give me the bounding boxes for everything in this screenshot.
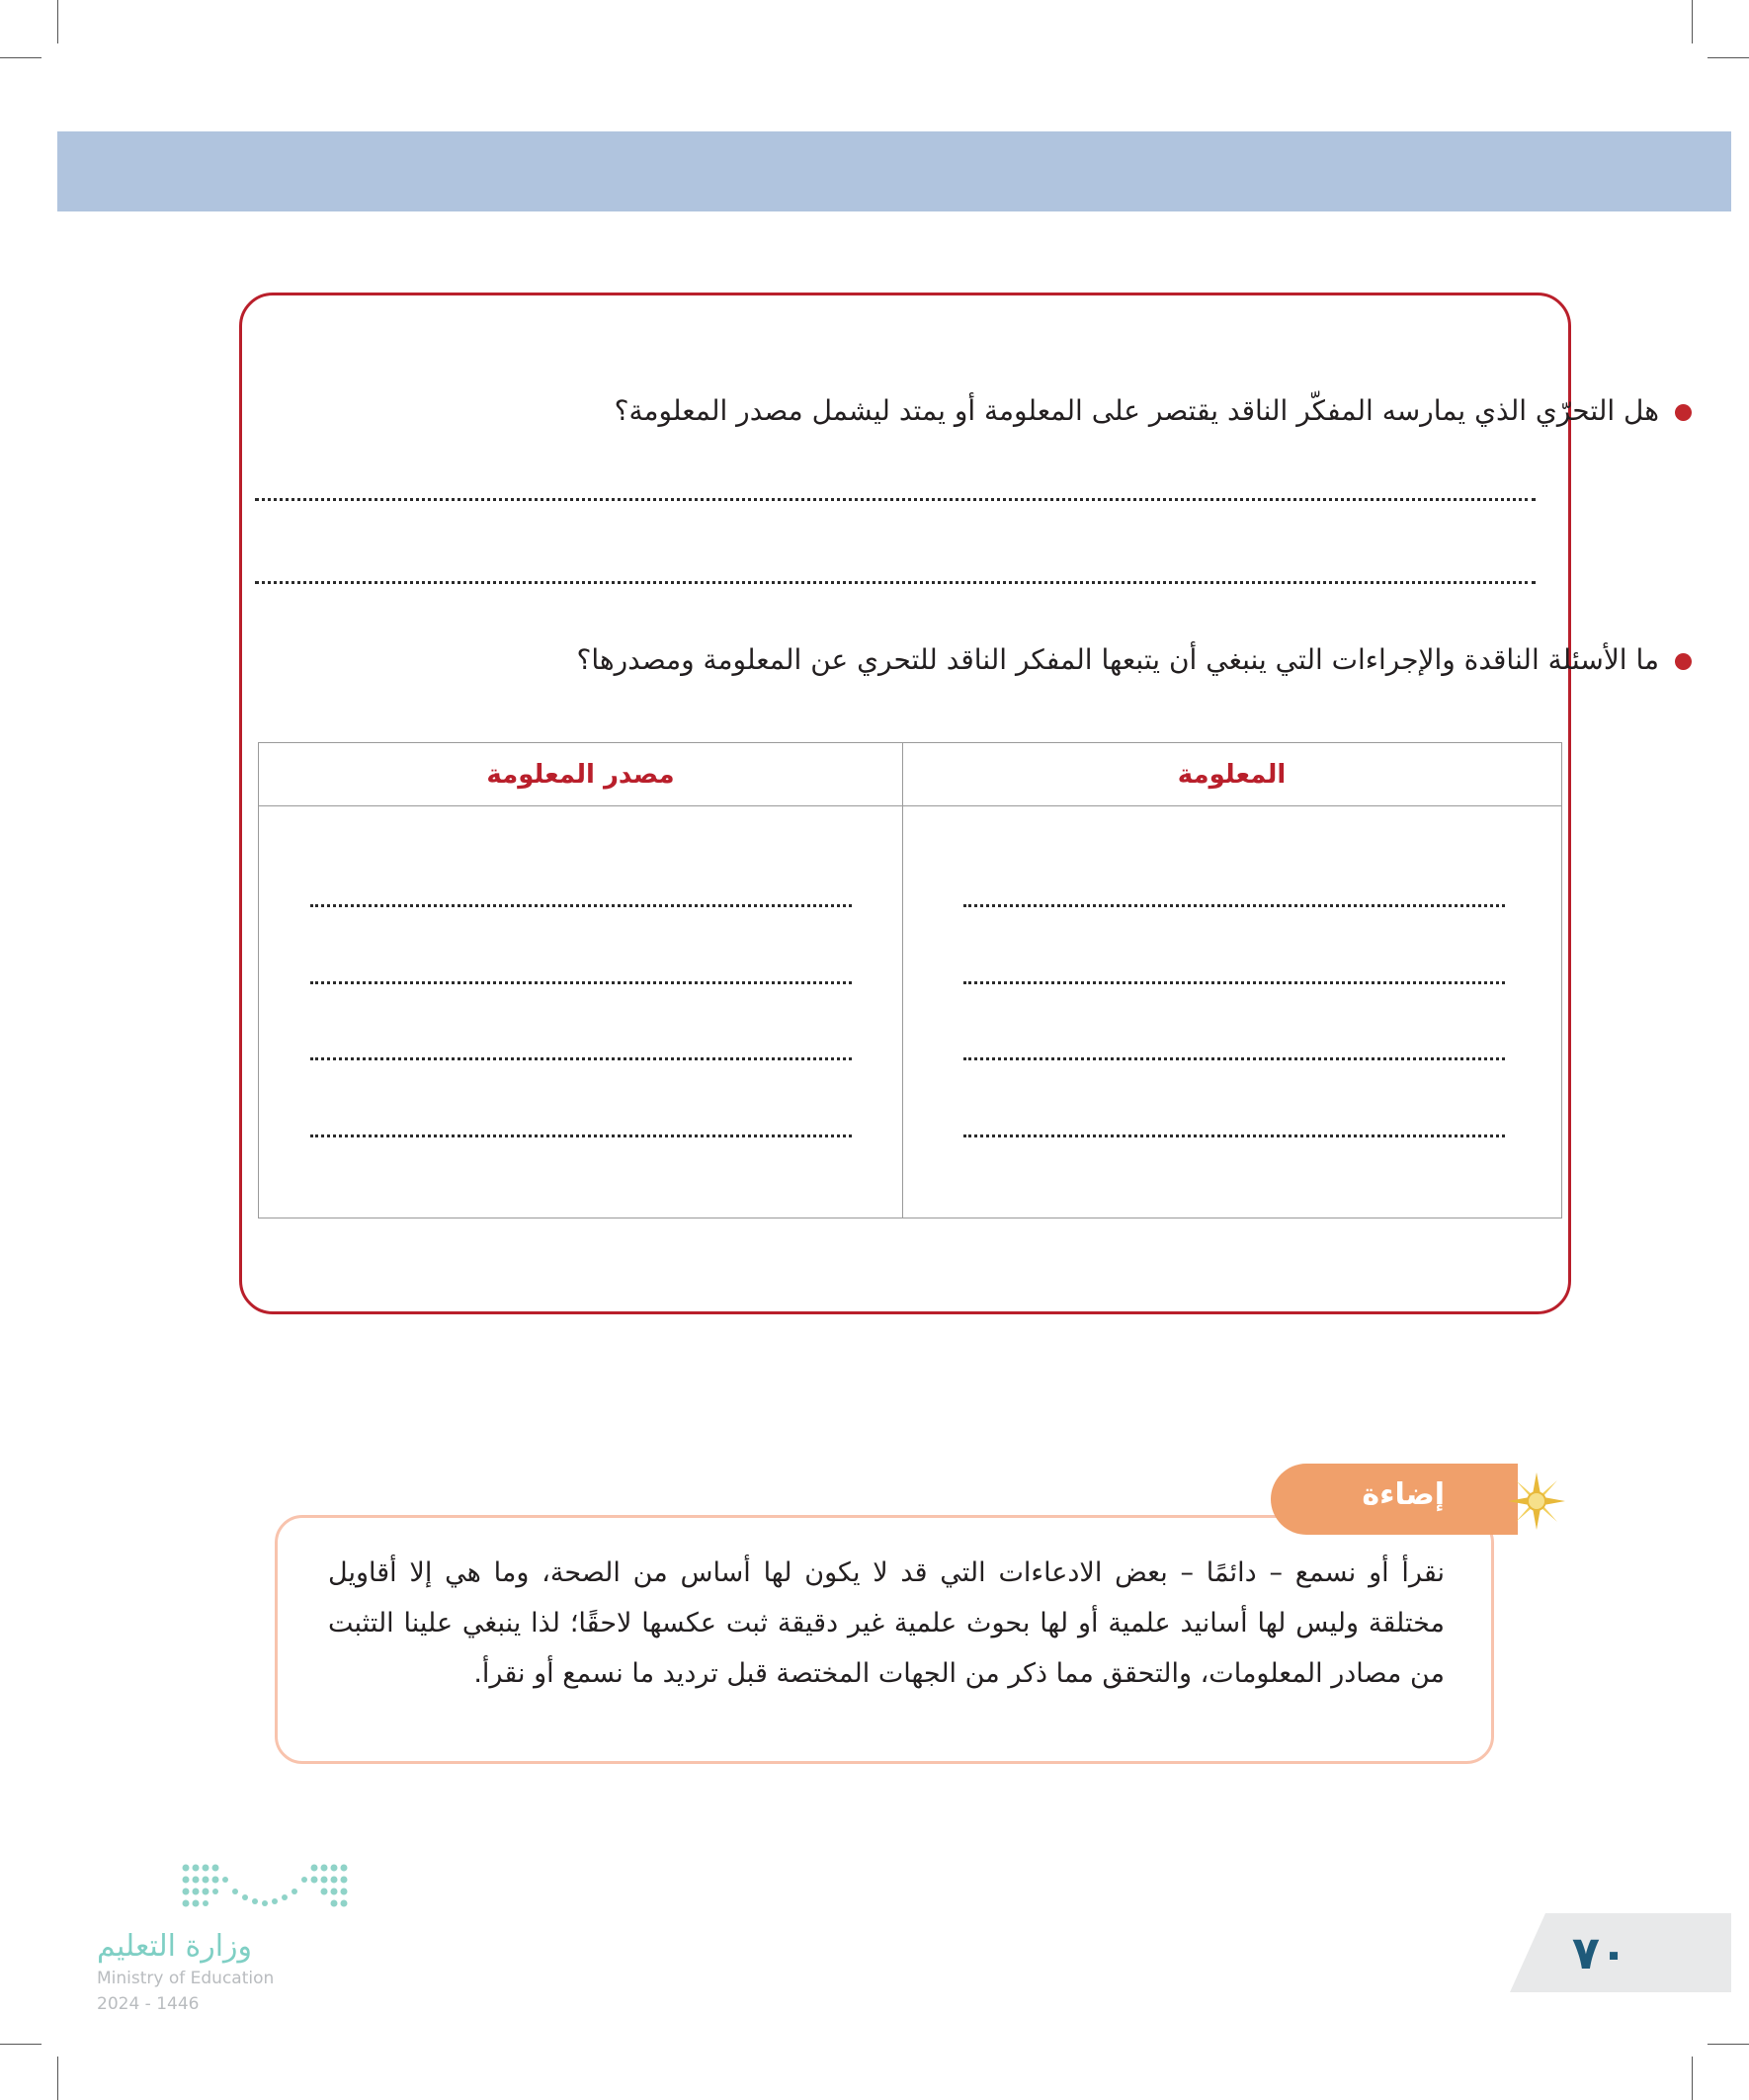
idaa-text: نقرأ أو نسمع – دائمًا – بعض الادعاءات التي قد لا يكون لها أساس من الصحة، وما هي إلا أقاويل مختلقة وليس لها أسانيد علمية أو لها بحوث علمية غير دقيقة ثبت عكسها لاحقًا؛ لذا ينبغي علينا التثبت من مصادر المعلومات، والتحقق مما ذكر من الجهات المختصة قبل ترديد ما نسمع أو نقرأ. [328,1557,1445,1689]
answer-line[interactable] [255,581,1536,584]
source-answer-line[interactable] [310,904,852,907]
table-column-divider [902,743,903,1218]
source-answer-line[interactable] [310,1134,852,1137]
crop-mark [1707,2044,1749,2045]
bullet-icon [1675,404,1692,421]
ministry-name-arabic: وزارة التعليم [97,1929,253,1964]
ministry-logo [180,1862,352,1909]
question-1 [615,391,1692,431]
sun-icon [1506,1470,1567,1532]
question-2 [576,640,1692,680]
page-number: ٧٠ [1571,1926,1628,1979]
crop-mark [1692,2057,1693,2100]
source-answer-line[interactable] [310,1057,852,1060]
info-answer-line[interactable] [963,981,1505,984]
crop-mark [0,2044,42,2045]
table-header-divider [259,805,1561,806]
source-answer-line[interactable] [310,981,852,984]
question-2-text: ما الأسئلة الناقدة والإجراءات التي ينبغي أن يتبعها المفكر الناقد للتحري عن المعلومة ومصدرها؟ [576,643,1659,676]
info-answer-line[interactable] [963,1057,1505,1060]
answer-line[interactable] [255,498,1536,501]
crop-mark [57,0,58,43]
table-header-info: المعلومة [1177,760,1287,790]
edition-year: 2024 - 1446 [97,1994,200,2014]
table-header-source: مصدر المعلومة [486,760,675,790]
question-1-text: هل التحرّي الذي يمارسه المفكّر الناقد يقتصر على المعلومة أو يمتد ليشمل مصدر المعلومة؟ [614,394,1659,427]
crop-mark [0,57,42,58]
crop-mark [1707,57,1749,58]
crop-mark [1692,0,1693,43]
info-answer-line[interactable] [963,904,1505,907]
crop-mark [57,2057,58,2100]
ministry-name-english: Ministry of Education [97,1969,275,1988]
info-source-table [258,742,1562,1218]
header-band [57,131,1731,211]
info-answer-line[interactable] [963,1134,1505,1137]
idaa-tab [1271,1464,1518,1535]
bullet-icon [1675,653,1692,670]
idaa-label: إضاءة [1362,1477,1445,1512]
